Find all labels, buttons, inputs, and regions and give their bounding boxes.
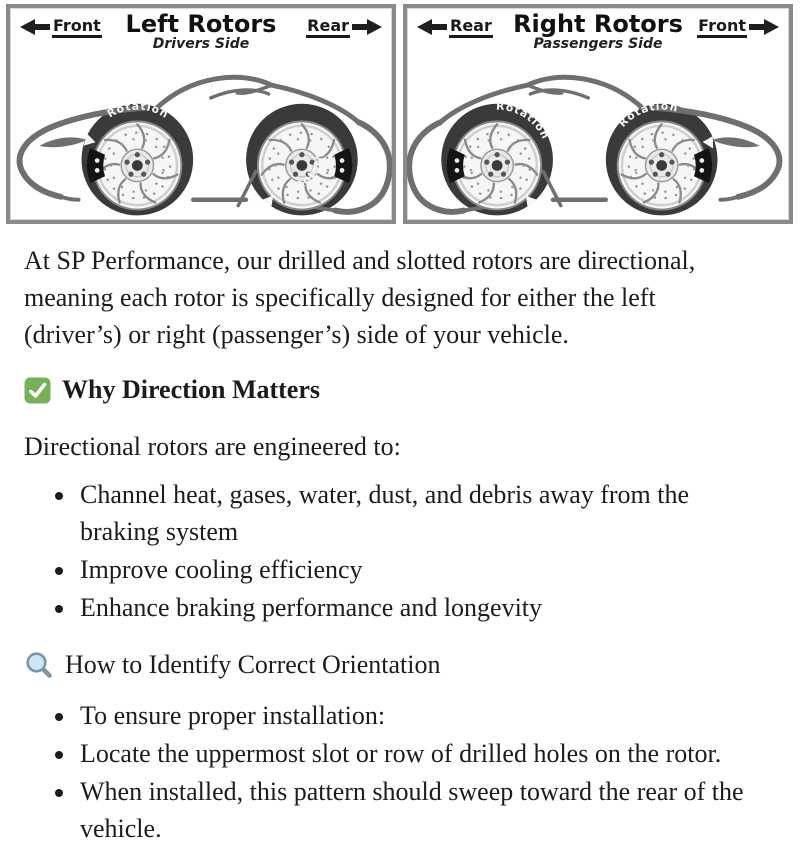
article-content — [0, 224, 800, 847]
panel-title: Left Rotors — [125, 10, 277, 38]
list-item: • Improve cooling efficiency — [77, 551, 770, 588]
list-item: • Channel heat, gases, water, dust, and debris away from the braking system — [77, 476, 770, 550]
right-arrow-icon — [749, 19, 779, 35]
magnifying-glass-icon — [24, 650, 54, 680]
list-item: • To ensure proper installation: — [77, 697, 770, 734]
list-item: • Enhance braking performance and longevity — [77, 589, 770, 626]
rear-label: Rear — [306, 17, 350, 38]
rotation-label-front: Rotation — [615, 99, 680, 130]
list-item: • When installed, this pattern should sweep toward the rear of the vehicle. — [77, 773, 770, 847]
front-direction — [697, 17, 779, 38]
left-car-drawing — [10, 60, 392, 220]
check-mark-icon — [24, 377, 51, 404]
benefits-list — [24, 476, 776, 626]
rotation-label-front: Rotation — [104, 99, 172, 122]
right-arrow-icon — [352, 19, 382, 35]
heading-text: How to Identify Correct Orientation — [65, 650, 441, 679]
rotor-direction-diagram — [0, 0, 800, 224]
intro-paragraph: At SP Performance, our drilled and slotted rotors are directional, meaning each rotor is specifically designed for either the left (driver’s) or right (passenger’s) side of your vehicle. — [24, 246, 696, 349]
panel-title: Right Rotors — [513, 10, 683, 38]
identify-orientation-heading — [24, 648, 776, 682]
front-label: Front — [52, 17, 102, 38]
panel-subtitle: Drivers Side — [152, 36, 250, 53]
rear-direction — [306, 17, 382, 38]
lead-paragraph: Directional rotors are engineered to: — [24, 432, 401, 461]
right-rotors-panel — [403, 4, 793, 224]
left-panel-header — [10, 8, 392, 60]
right-car-drawing — [407, 60, 789, 220]
rotation-label-rear: Rotation — [293, 140, 329, 193]
heading-text: Why Direction Matters — [62, 375, 321, 404]
front-label: Front — [697, 17, 747, 38]
list-item: • Locate the uppermost slot or row of drilled holes on the rotor. — [77, 735, 770, 772]
right-panel-header — [407, 8, 789, 60]
orientation-steps-list — [24, 697, 776, 847]
rear-label: Rear — [449, 17, 493, 38]
left-rotors-panel — [6, 4, 396, 224]
why-direction-matters-heading — [24, 373, 776, 407]
rotation-label-rear: Rotation — [495, 99, 553, 142]
panel-subtitle: Passengers Side — [533, 36, 663, 53]
